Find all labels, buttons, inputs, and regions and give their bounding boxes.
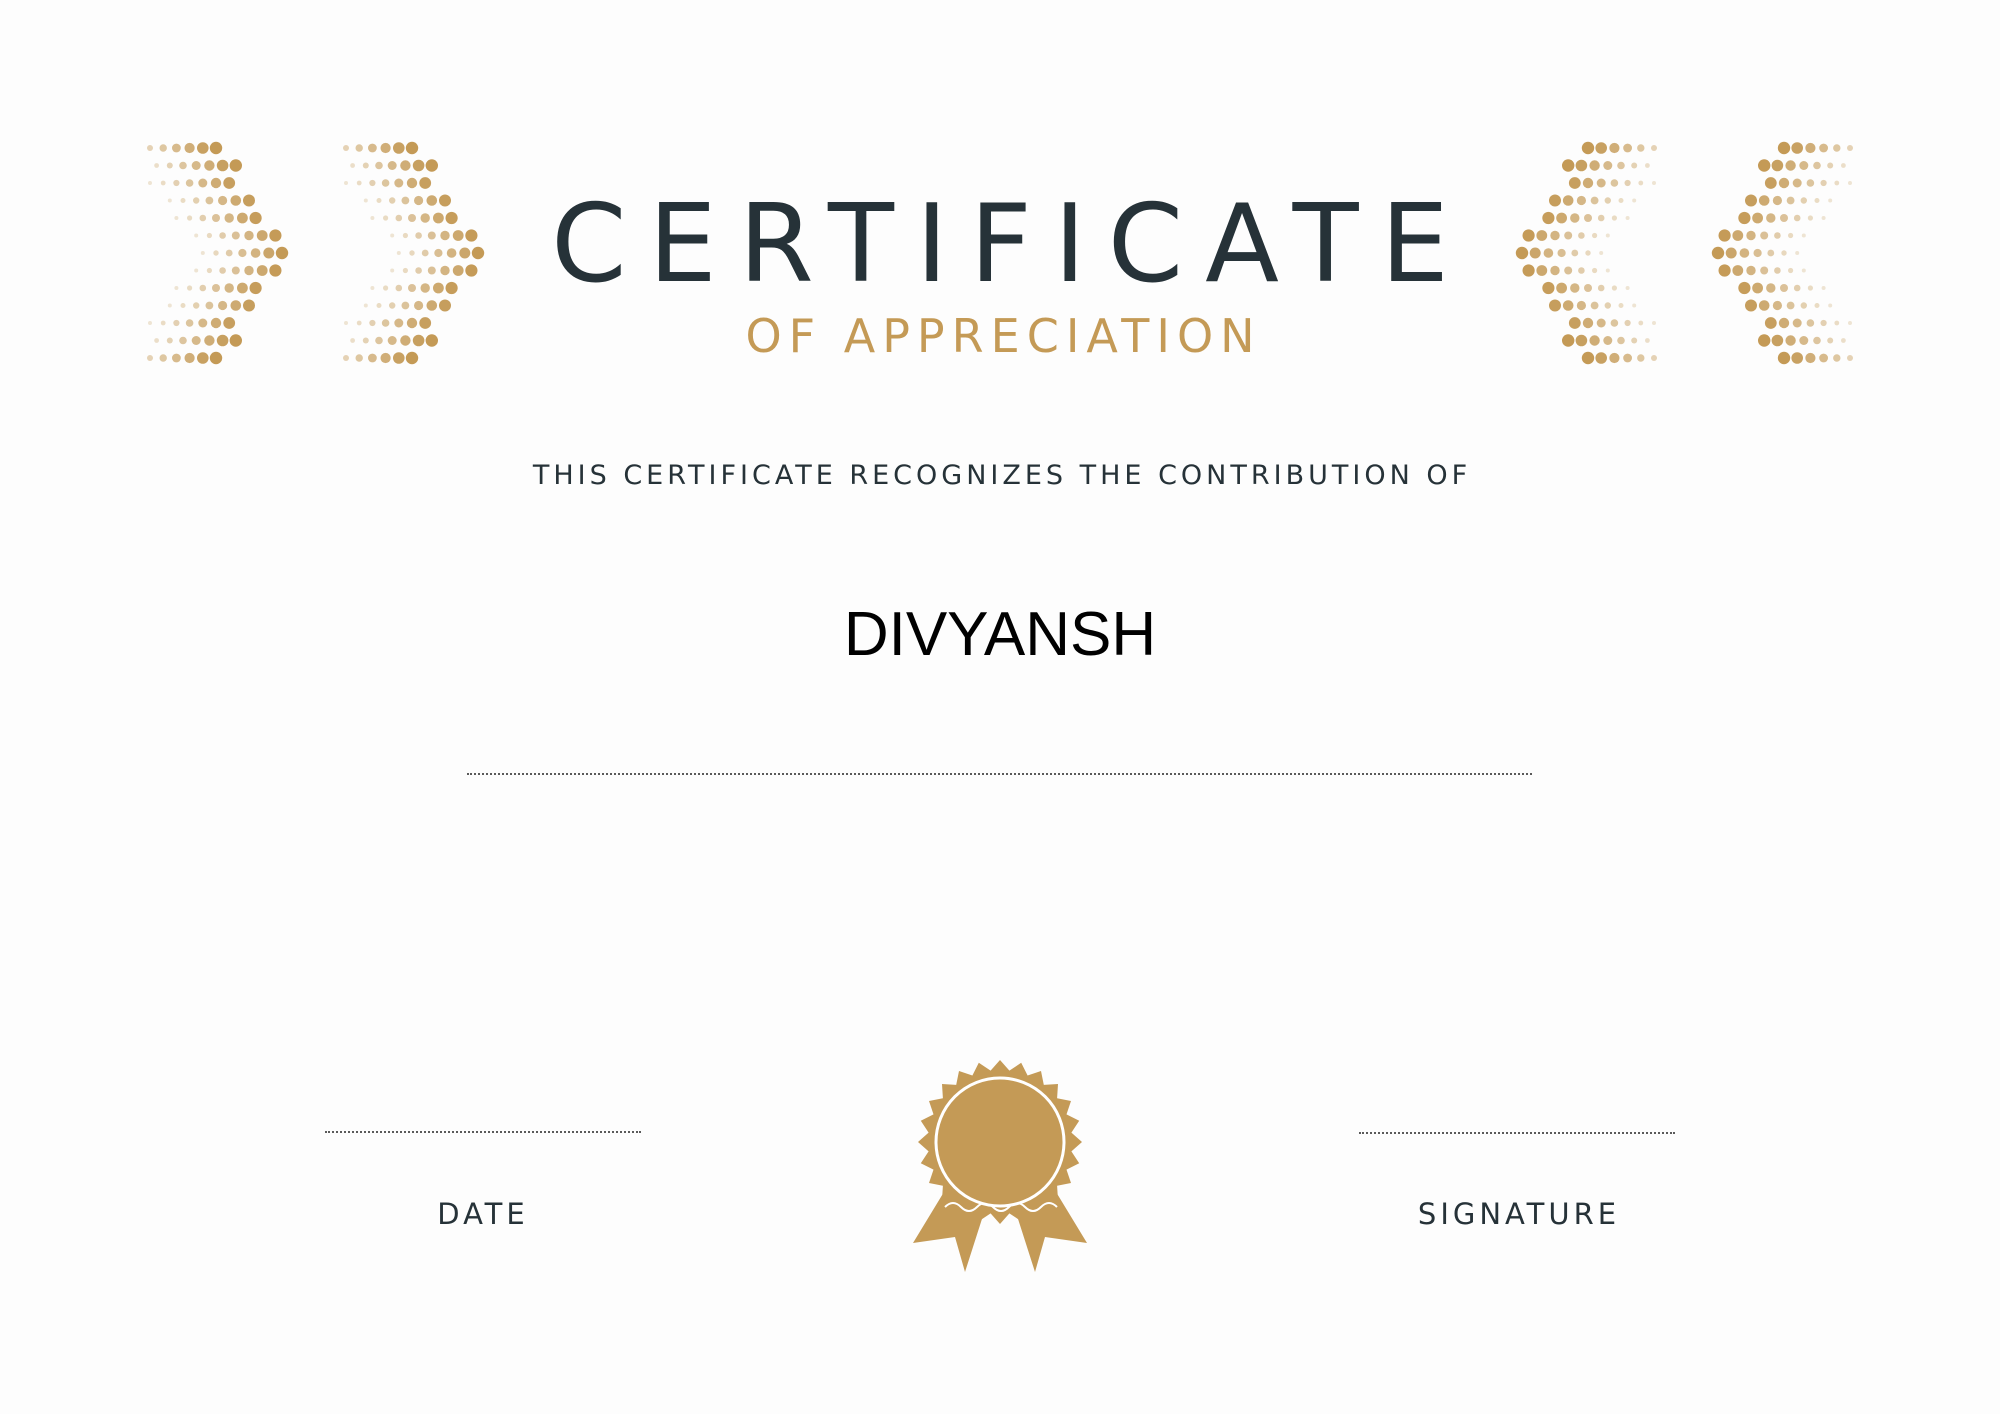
halftone-dot bbox=[147, 145, 153, 151]
halftone-dot bbox=[167, 163, 173, 169]
recognition-text: THIS CERTIFICATE RECOGNIZES THE CONTRIBUTION OF bbox=[532, 460, 1472, 491]
halftone-dot bbox=[368, 144, 377, 153]
halftone-dot bbox=[1589, 160, 1599, 170]
halftone-dot bbox=[375, 162, 383, 170]
halftone-dot bbox=[1631, 163, 1637, 169]
halftone-dot bbox=[160, 144, 167, 151]
name-underline bbox=[467, 773, 1532, 775]
halftone-dot bbox=[172, 144, 181, 153]
halftone-dot bbox=[1603, 161, 1612, 170]
halftone-dot bbox=[1841, 163, 1846, 168]
halftone-dot bbox=[388, 161, 397, 170]
halftone-dot bbox=[192, 161, 201, 170]
halftone-dot bbox=[154, 163, 159, 168]
halftone-dot bbox=[1609, 143, 1619, 153]
halftone-dot bbox=[1576, 160, 1588, 172]
halftone-dot bbox=[1582, 142, 1594, 154]
halftone-dot bbox=[1847, 145, 1853, 151]
halftone-dot bbox=[217, 160, 229, 172]
date-label: DATE bbox=[437, 1197, 529, 1231]
halftone-dot bbox=[363, 163, 369, 169]
seal-ring bbox=[936, 1078, 1064, 1206]
halftone-dot bbox=[1617, 162, 1625, 170]
halftone-dot bbox=[381, 143, 391, 153]
halftone-dot bbox=[1595, 142, 1607, 154]
halftone-dot bbox=[413, 160, 425, 172]
halftone-dot bbox=[393, 142, 405, 154]
halftone-dot bbox=[1772, 160, 1784, 172]
halftone-dot bbox=[204, 160, 214, 170]
halftone-dot bbox=[1758, 159, 1770, 171]
halftone-dot bbox=[356, 144, 363, 151]
halftone-dot bbox=[179, 162, 187, 170]
halftone-dot bbox=[1651, 145, 1657, 151]
halftone-dot bbox=[1562, 159, 1574, 171]
certificate-subtitle: OF APPRECIATION bbox=[745, 309, 1262, 363]
halftone-dot bbox=[1778, 142, 1790, 154]
halftone-dot bbox=[1827, 163, 1833, 169]
recipient-name: DIVYANSH bbox=[843, 600, 1157, 669]
halftone-dot bbox=[1785, 160, 1795, 170]
date-line bbox=[325, 1131, 641, 1133]
halftone-dot bbox=[350, 163, 355, 168]
halftone-dot bbox=[230, 159, 242, 171]
halftone-dot bbox=[1805, 143, 1815, 153]
halftone-dot bbox=[1813, 162, 1821, 170]
signature-label: SIGNATURE bbox=[1417, 1197, 1621, 1231]
signature-line bbox=[1359, 1132, 1675, 1134]
halftone-dot bbox=[197, 142, 209, 154]
halftone-dot bbox=[210, 142, 222, 154]
halftone-dot bbox=[1791, 142, 1803, 154]
certificate-title: CERTIFICATE bbox=[551, 182, 1471, 307]
halftone-dot bbox=[185, 143, 195, 153]
halftone-dot bbox=[426, 159, 438, 171]
halftone-dot bbox=[406, 142, 418, 154]
halftone-dot bbox=[343, 145, 349, 151]
halftone-dot bbox=[400, 160, 410, 170]
halftone-dot bbox=[1645, 163, 1650, 168]
halftone-dot bbox=[1819, 144, 1828, 153]
award-ribbon-icon bbox=[907, 1057, 1093, 1277]
halftone-dot bbox=[1623, 144, 1632, 153]
halftone-dot bbox=[1799, 161, 1808, 170]
halftone-dot bbox=[1637, 144, 1644, 151]
halftone-dot bbox=[1833, 144, 1840, 151]
